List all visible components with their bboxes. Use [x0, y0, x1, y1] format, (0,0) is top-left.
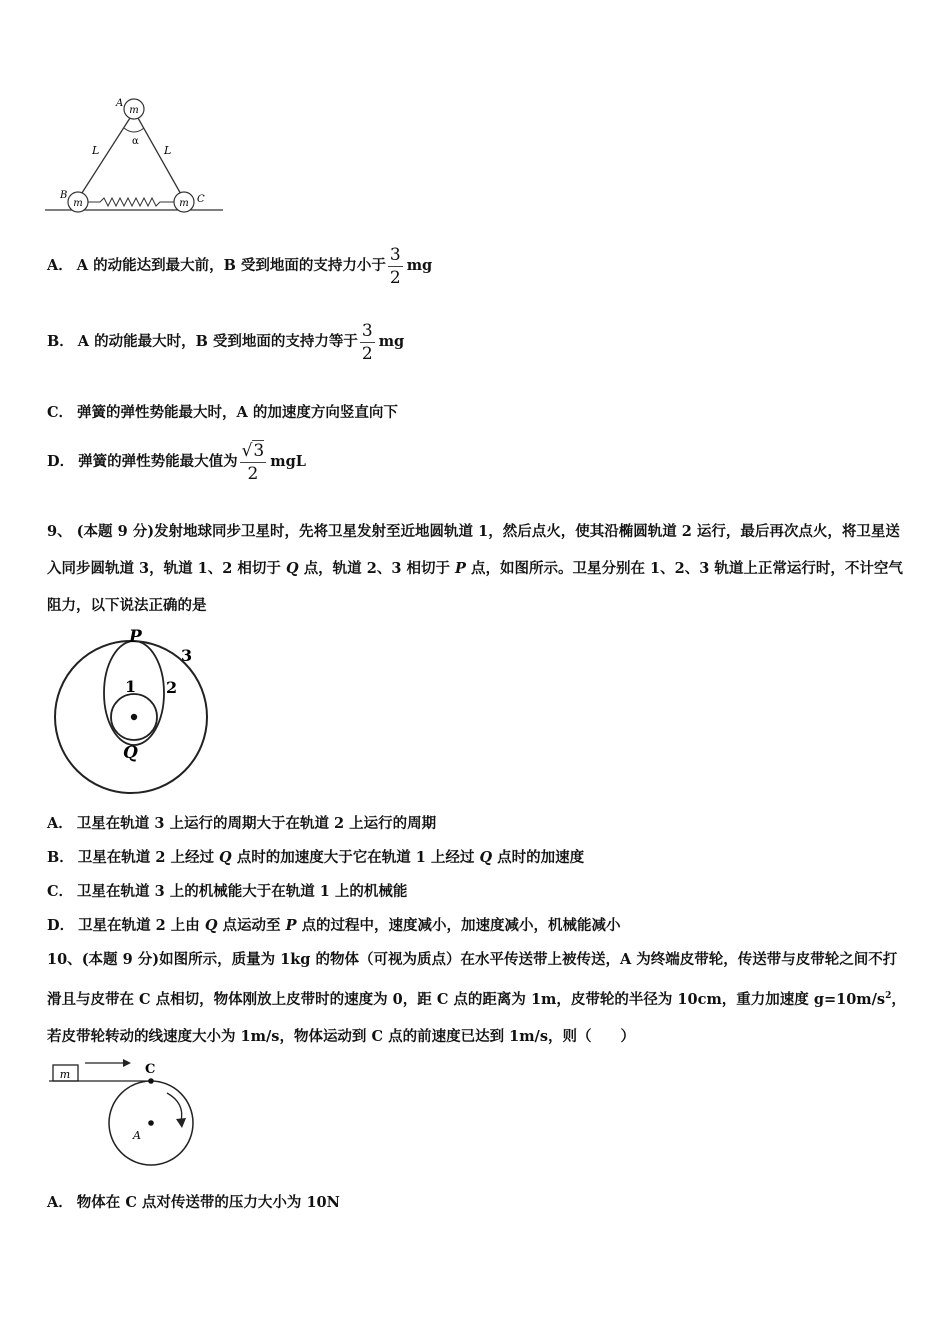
rod-ac [138, 118, 182, 196]
option-text: 弹簧的弹性势能最大时，A 的加速度方向竖直向下 [77, 404, 398, 421]
question-number: 9、 [47, 523, 72, 540]
q8-option-d [47, 438, 306, 486]
option-text: 弹簧的弹性势能最大值为 [78, 453, 238, 470]
label-p: P [129, 627, 142, 647]
mass-label-b: m [73, 198, 83, 209]
orbit-figure [45, 625, 220, 797]
q9-option-a: A． 卫星在轨道 3 上运行的周期大于在轨道 2 上运行的周期 [47, 815, 437, 832]
option-suffix: mgL [270, 453, 306, 470]
q9-option-d: D． 卫星在轨道 2 上由 Q 点运动至 P 点的过程中，速度减小，加速度减小，机械能减小 [47, 917, 621, 934]
label-orbit-2: 2 [166, 678, 178, 697]
rotation-arrow-head [176, 1118, 186, 1128]
option-label: A． [47, 257, 73, 274]
fraction: $\frac{3}{2}$ [389, 244, 401, 288]
q8-option-c [47, 403, 398, 423]
point-c [148, 1078, 154, 1084]
label-a: A [133, 1129, 141, 1142]
option-label: C． [47, 404, 74, 421]
label-c: C [145, 1062, 156, 1077]
option-label: D． [47, 453, 75, 470]
option-text: A 的动能最大时，B 受到地面的支持力等于 [77, 333, 358, 350]
label-q: Q [123, 743, 138, 763]
spring [88, 198, 176, 206]
option-suffix: mg [406, 257, 433, 274]
option-label: B． [47, 333, 74, 350]
label-orbit-3: 3 [181, 646, 193, 665]
label-c: C [197, 194, 205, 205]
point-a [148, 1120, 154, 1126]
fraction: $\frac{3}{2}$ [361, 320, 373, 364]
conveyor-figure [45, 1055, 205, 1175]
q10-option-a: A． 物体在 C 点对传送带的压力大小为 10N [47, 1194, 340, 1211]
label-orbit-1: 1 [125, 677, 137, 696]
label-alpha: α [132, 136, 139, 147]
label-m: m [59, 1068, 71, 1081]
rotation-arc [167, 1093, 182, 1121]
option-text: A 的动能达到最大前，B 受到地面的支持力小于 [76, 257, 386, 274]
q9-option-c: C． 卫星在轨道 3 上的机械能大于在轨道 1 上的机械能 [47, 883, 408, 900]
rod-ab [80, 118, 130, 196]
triangle-spring-figure [40, 92, 230, 217]
q9-stem: 9、 (本题 9 分)发射地球同步卫星时，先将卫星发射至近地圆轨道 1，然后点火，使其沿椭圆轨道 2 运行，最后再次点火，将卫星送入同步圆轨道 3，轨道 1、2 相切于 Q 点，轨道 2、3 相切于 P 点，如图所示。卫星分别在 1、2、3 轨道上正常运行时，不计空气阻力，以下说法正确的是 [47, 523, 903, 614]
label-b: B [60, 190, 68, 201]
mass-label-c: m [179, 198, 189, 209]
fraction: $\frac{√3}{2}$ [241, 440, 265, 484]
label-l-right: L [164, 144, 172, 157]
earth-center [131, 714, 137, 720]
q9-option-b: B． 卫星在轨道 2 上经过 Q 点时的加速度大于它在轨道 1 上经过 Q 点时的加速度 [47, 849, 585, 866]
label-a: A [116, 98, 124, 109]
q8-option-b [47, 318, 404, 366]
angle-arc [124, 128, 144, 132]
option-suffix: mg [378, 333, 405, 350]
question-number: 10、 [47, 951, 82, 968]
arrow-head [123, 1059, 131, 1067]
label-l-left: L [92, 144, 100, 157]
mass-label-a: m [129, 105, 139, 116]
q10-stem: 10、(本题 9 分)如图所示，质量为 1kg 的物体（可视为质点）在水平传送带上被传送，A 为终端皮带轮，传送带与皮带轮之间不打滑且与皮带在 C 点相切，物体刚放上皮带时的速度为 0，距 C 点的距离为 1m，皮带轮的半径为 10cm，重力加速度 $g=10m/s^2$，若皮带轮转动的线速度大小为 1m/s，物体运动到 C 点的前速度已达到 1m/s，则（ ） [47, 951, 906, 1045]
q8-option-a [47, 242, 432, 290]
